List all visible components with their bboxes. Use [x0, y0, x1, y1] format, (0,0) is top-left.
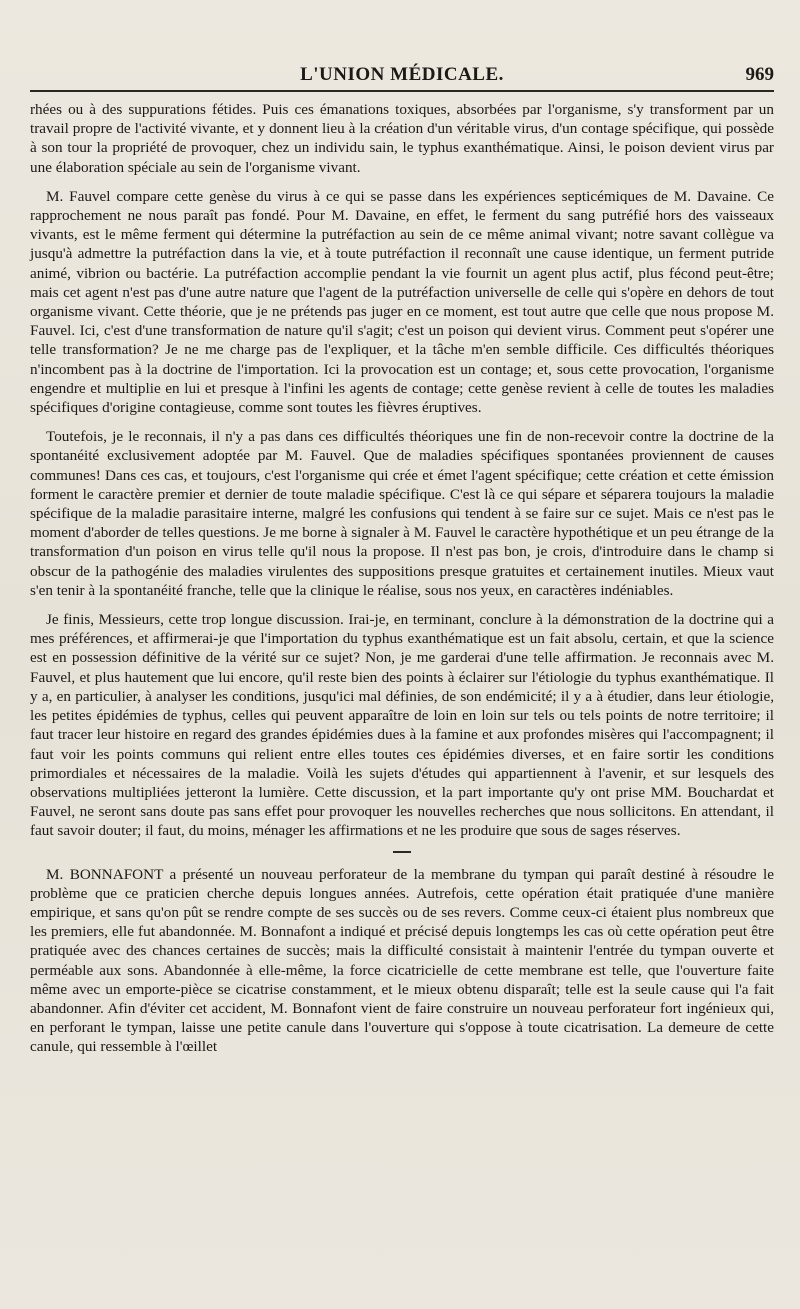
paragraph-davaine-comparison: M. Fauvel compare cette genèse du virus à ce qui se passe dans les expériences septicémiques de M. Davaine. Ce rapprochement ne nous paraît pas fondé. Pour M. Davaine, en effet, le ferment du sang putréfié hors des vaisseaux vivants, est le même ferment qui détermine la putréfaction au sein de ce même animal vivant; notre savant collègue va jusqu'à admettre la putréfaction dans la vie, et à toute putréfaction il reconnaît une cause identique, un ferment putride animé, vibrion ou bactérie. La putréfaction accomplie pendant la vie fournit un agent plus actif, plus fécond peut-être; mais cet agent n'est pas d'une autre nature que l'agent de la putréfaction universelle de celle qui s'opère en dehors de tout organisme vivant. Cette théorie, que je ne prétends pas juger en ce moment, est tout autre que celle que nous propose M. Fauvel. Ici, c'est d'une transformation de nature qu'il s'agit; c'est un poison qui devient virus. Comment peut s'opérer une telle transformation? Je ne me charge pas de l'expliquer, et la tâche m'en semble difficile. Ces difficultés théoriques n'incombent pas à la doctrine de l'importation. Ici la provocation est un contage; et, sous cette provocation, l'organisme engendre et multiplie en lui et presque à l'infini les agents de contage; cette genèse revient à celle de toutes les maladies spécifiques d'origine contagieuse, comme sont toutes les fièvres éruptives. [30, 187, 774, 417]
journal-title: L'UNION MÉDICALE. [300, 64, 504, 85]
header-rule [30, 90, 774, 92]
paragraph-conclusion: Je finis, Messieurs, cette trop longue discussion. Irai-je, en terminant, conclure à la démonstration de la doctrine qui a mes préférences, et affirmerai-je que l'importation du typhus exanthématique est un fait absolu, certain, et que la science est en possession définitive de la vérité sur ce sujet? Non, je me garderai d'une telle affirmation. Je reconnais avec M. Fauvel, et plus hautement que lui encore, qu'il reste bien des points à éclairer sur l'étiologie du typhus exanthématique. Il y a, en particulier, à analyser les conditions, jusqu'ici mal définies, de son endémicité; il y a à étudier, dans leur étiologie, les petites épidémies de typhus, celles qui peuvent apparaître de loin en loin sur tels ou tels points de notre territoire; il faut tracer leur histoire en regard des grandes épidémies dues à la famine et aux profondes misères qui l'accompagnent; il faut voir les points communs qui relient entre elles toutes ces épidémies diverses, et en faire sortir les conditions primordiales et nécessaires de la maladie. Voilà les sujets d'études qui appartiennent à l'avenir, et sur lesquels des observations multipliées jetteront la lumière. Cette discussion, et la part importante qu'y ont prise MM. Bouchardat et Fauvel, ne seront sans doute pas sans effet pour provoquer les nouvelles recherches que nous sollicitons. En attendant, il faut savoir douter; il faut, du moins, ménager les affirmations et ne les produire que sous de sages réserves. [30, 611, 774, 840]
running-header [30, 58, 774, 92]
paragraph-spontaneity: Toutefois, je le reconnais, il n'y a pas dans ces difficultés théoriques une fin de non-recevoir contre la doctrine de la spontanéité exclusivement adoptée par M. Fauvel. Que de maladies spécifiques spontanées proviennent de causes communes! Dans ces cas, et toujours, c'est l'organisme qui crée et émet l'agent spécifique; cette création et cette émission forment le caractère premier et dernier de toute maladie spécifique. C'est là ce qui sépare et séparera toujours la maladie spécifique de la maladie parasitaire interne, malgré les confusions qui tendent à se faire sur ce sujet. Mais ce n'est pas le moment d'aborder de telles questions. Je me borne à signaler à M. Fauvel le caractère hypothétique et un peu étrange de la transformation d'un poison en virus telle qu'il nous la propose. Il n'est pas bon, je crois, d'introduire dans le champ si obscur de la pathogénie des maladies virulentes des suppositions presque gratuites et certainement inutiles. Mieux vaut s'en tenir à la spontanéité franche, telle que la clinique le réalise, sous nos yeux, en caractères indéniables. [30, 428, 774, 599]
page-number: 969 [745, 64, 774, 85]
paragraph-virus-transformation: rhées ou à des suppurations fétides. Puis ces émanations toxiques, absorbées par l'organisme, s'y transforment par un travail propre de l'activité vivante, et y donnent lieu à la création d'un véritable virus, d'un contage spécifique, qui possède à son tour la propriété de provoquer, chez un individu sain, le typhus exanthématique. Ainsi, le poison devient virus par une élaboration spéciale au sein de l'organisme vivant. [30, 101, 774, 176]
section-divider [393, 851, 411, 853]
article-body [30, 100, 774, 1067]
paragraph-bonnafont-perforator: M. BONNAFONT a présenté un nouveau perforateur de la membrane du tympan qui paraît destiné à résoudre le problème que ce praticien cherche depuis longues années. Autrefois, cette opération était pratiquée d'une manière empirique, et sans qu'on pût se rendre compte de ses succès ou de ses revers. Comme ceux-ci étaient plus nombreux que les premiers, elle fut abandonnée. M. Bonnafont a indiqué et précisé depuis longtemps les cas où cette opération peut être pratiquée avec des chances certaines de succès; mais la difficulté consistait à maintenir l'entrée du tympan ouverte et perméable aux sons. Abandonnée à elle-même, la force cicatricielle de cette membrane est telle, que l'ouverture faite même avec un emporte-pièce se cicatrise constamment, et le mieux obtenu disparaît; telle est la seule cause qui l'a fait abandonner. Afin d'éviter cet accident, M. Bonnafont vient de faire construire un nouveau perforateur fort ingénieux qui, en perforant le tympan, laisse une petite canule dans l'ouverture qui s'oppose à toute cicatrisation. La demeure de cette canule, qui ressemble à l'œillet [30, 865, 774, 1056]
